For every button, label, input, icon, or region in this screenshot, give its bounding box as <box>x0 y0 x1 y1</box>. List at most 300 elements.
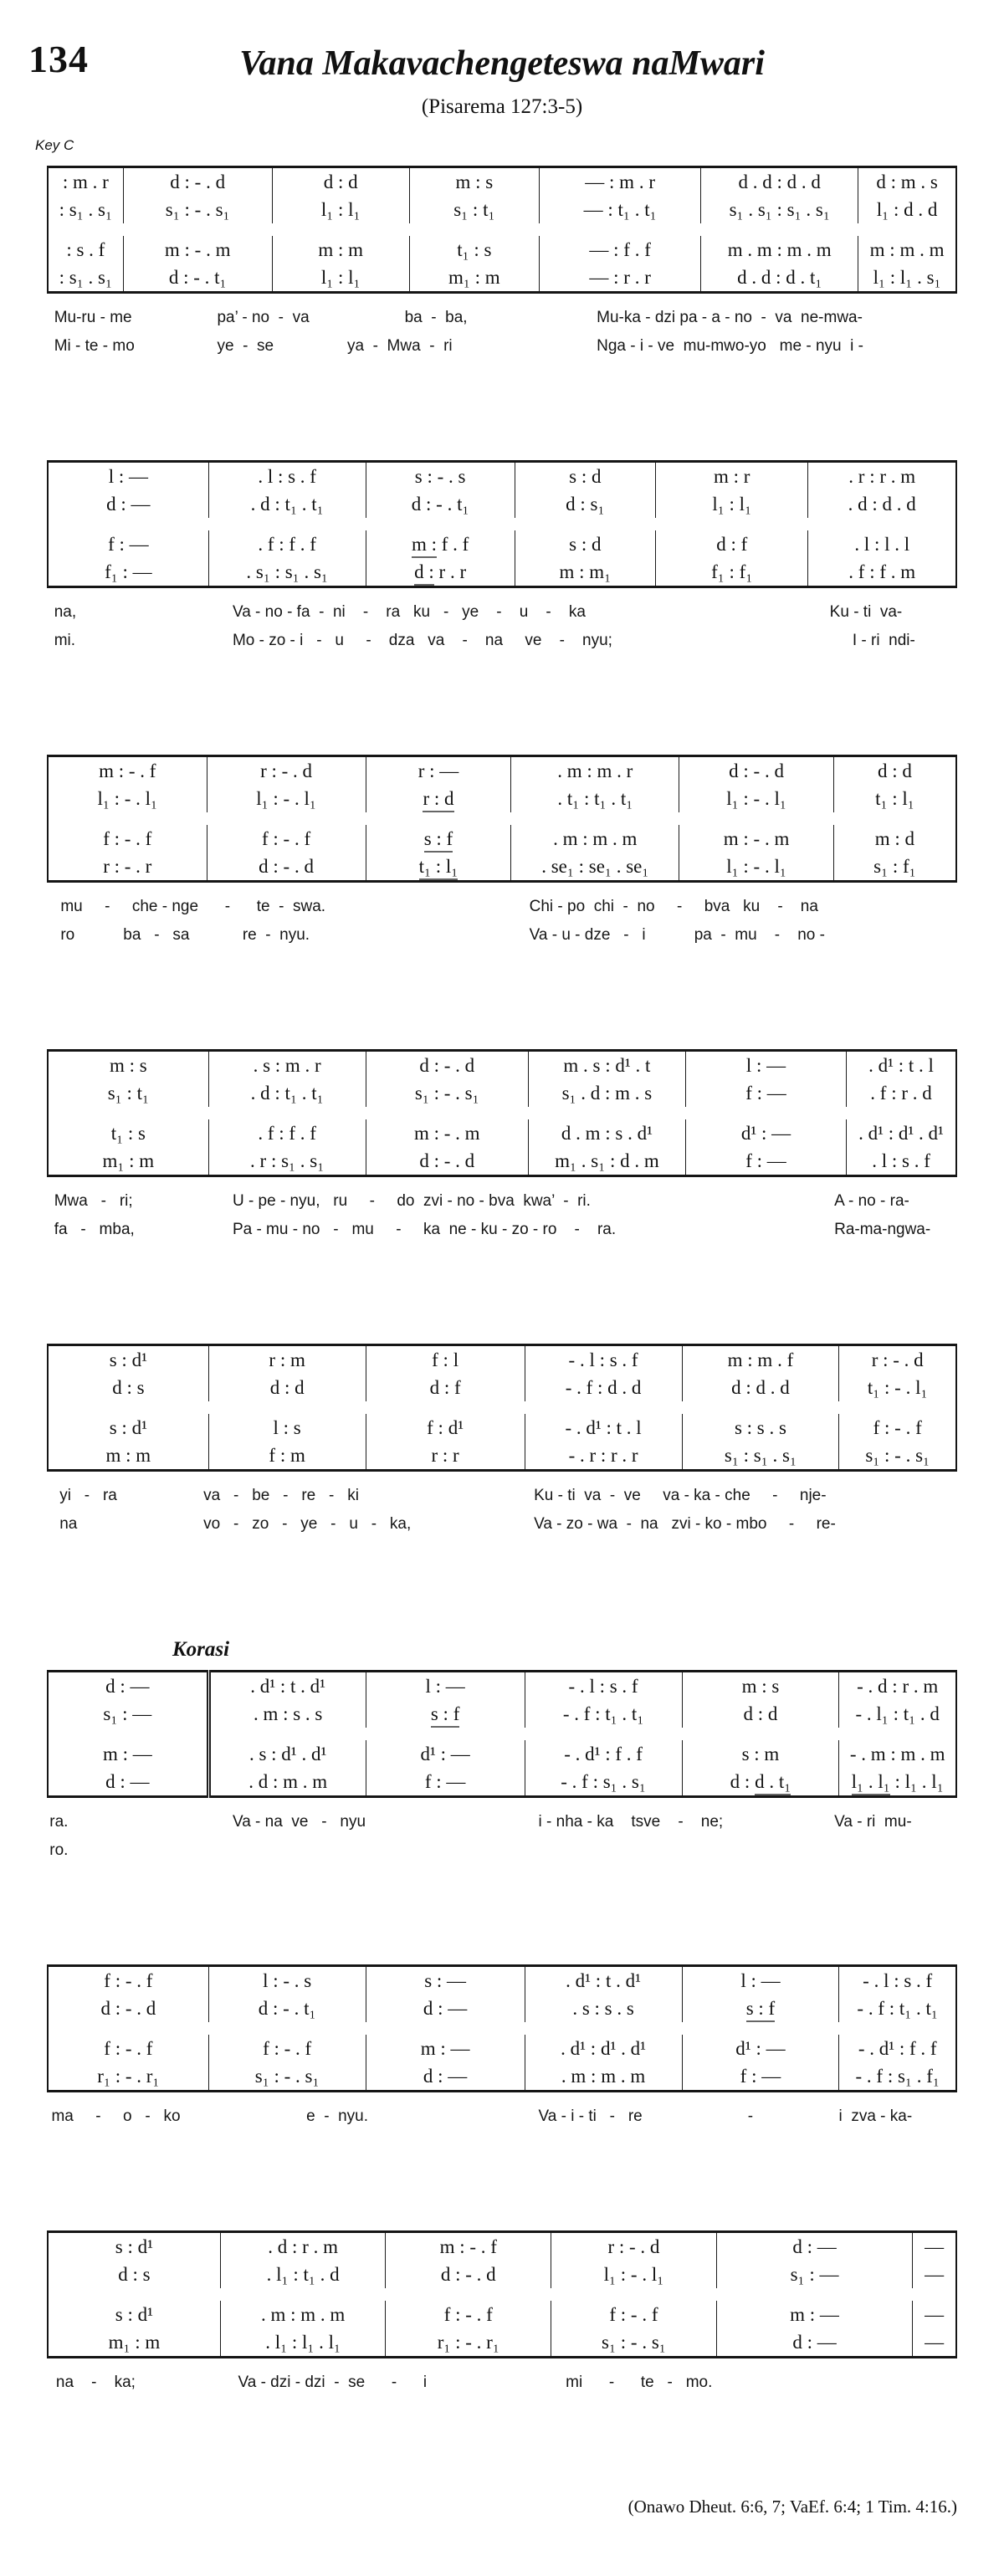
notation-cell: d : d <box>208 1374 366 1401</box>
notation-cell: t₁ : s <box>409 236 539 264</box>
slur-underline: s : f <box>431 1703 460 1728</box>
notation-cell: d : f <box>366 1374 525 1401</box>
notation-cell: d : - . d <box>386 2261 551 2288</box>
lyric-segment: ro ba - sa re - nyu. <box>60 926 310 944</box>
notation-cell: s : s . s <box>682 1414 839 1442</box>
bass-row <box>48 2062 956 2092</box>
notation-cell: - . f : s₁ . f₁ <box>855 2065 940 2087</box>
notation-cell: r : - . d <box>871 1349 924 1370</box>
lyric-line <box>47 1216 957 1245</box>
hymn-number: 134 <box>28 38 89 80</box>
gap-cell <box>833 812 956 825</box>
lyric-line <box>47 1809 957 1837</box>
notation-cell: — <box>925 2303 945 2325</box>
lyric-segment: I - ri ndi- <box>852 632 915 649</box>
lyric-line <box>47 894 957 922</box>
notation-cell: d : — <box>366 2062 525 2092</box>
notation-cell: d : s <box>48 2261 220 2288</box>
gap-cell <box>685 1107 846 1119</box>
notation-cell <box>366 785 511 812</box>
lyric-segment: Mwa - ri; <box>54 1192 133 1210</box>
notation-cell: m : s <box>48 1051 208 1080</box>
voice-gap <box>48 2022 956 2035</box>
notation-cell: f : — <box>685 1079 846 1107</box>
notation-cell: — : f . f <box>540 236 701 264</box>
notation-cell: . f : r . d <box>870 1082 932 1104</box>
bass-row <box>48 2328 956 2358</box>
notation-cell: l₁ : l₁ <box>272 196 409 223</box>
notation-cell: . se₁ : se₁ . se₁ <box>511 853 679 882</box>
notation-cell: m : - . f <box>386 2232 551 2261</box>
gap-cell <box>208 2022 366 2035</box>
notation-cell: m : s <box>682 1672 839 1701</box>
gap-cell <box>701 223 858 236</box>
gap-cell <box>366 812 511 825</box>
lyrics <box>47 1483 957 1539</box>
notation-cell: r : - . d <box>207 756 366 786</box>
system-3 <box>47 755 957 950</box>
notation-cell: . d¹ : t . d¹ <box>208 1672 366 1701</box>
solfa-staff <box>47 2230 957 2358</box>
tenor-row <box>48 1414 956 1442</box>
notation-cell: m : - . m <box>366 1119 528 1147</box>
gap-cell <box>208 1107 366 1119</box>
notation-cell: s₁ : - . s₁ <box>366 1079 528 1107</box>
alto-row <box>48 196 956 223</box>
notation-cell: m : f . f <box>366 530 515 558</box>
notation-cell: d : - . t₁ <box>123 264 272 293</box>
key-signature: Key C <box>35 137 74 153</box>
notation-cell: . m : m . m <box>220 2301 386 2328</box>
notation-cell: s₁ : t₁ <box>48 1079 208 1107</box>
notation-cell: . s : d¹ . d¹ <box>208 1740 366 1768</box>
soprano-row <box>48 1051 956 1080</box>
gap-cell <box>366 518 515 530</box>
gap-cell <box>913 2288 956 2301</box>
notation-systems <box>47 166 957 2398</box>
lyric-segment: Mu-ka - dzi pa - a - no - va ne-mwa- <box>597 309 863 326</box>
notation-cell: s : d¹ <box>48 2232 220 2261</box>
notation-cell: m : d <box>874 827 915 849</box>
solfa-staff <box>47 1049 957 1177</box>
notation-cell: r : - . r <box>48 853 207 882</box>
notation-cell: d : - . d <box>123 167 272 197</box>
notation-cell: — : r . r <box>540 264 701 293</box>
gap-cell <box>716 2288 913 2301</box>
bass-row <box>48 1768 956 1797</box>
lyric-line <box>47 1188 957 1216</box>
gap-cell <box>48 2288 220 2301</box>
notation-cell: d : — <box>48 1768 208 1797</box>
tenor-row <box>48 1119 956 1147</box>
notation-cell: f : - . f <box>208 2035 366 2062</box>
notation-cell: f : — <box>682 2062 839 2092</box>
lyric-segment: va - be - re - ki <box>203 1487 359 1504</box>
gap-cell <box>409 223 539 236</box>
notation-cell: m : m . f <box>682 1345 839 1375</box>
notation-cell: f : - . f <box>48 1966 208 1995</box>
notation-cell: . f : f . m <box>848 561 916 582</box>
lyric-segment: mu - che - nge - te - swa. <box>60 898 326 915</box>
solfa-staff <box>47 460 957 588</box>
alto-row <box>48 1995 956 2022</box>
system-7 <box>47 1964 957 2132</box>
gap-cell <box>808 518 956 530</box>
notation-cell <box>366 853 511 882</box>
notation-cell: - . l : s . f <box>525 1672 682 1701</box>
notation-cell: d : d . t₁ <box>682 1768 839 1797</box>
notation-cell: . l : s . f <box>208 462 366 491</box>
notation-cell: m₁ : m <box>48 2328 220 2358</box>
notation-cell: r : — <box>366 756 511 786</box>
notation-cell: . d : t₁ . t₁ <box>208 490 366 518</box>
gap-cell <box>839 2022 956 2035</box>
notation-cell: d : f <box>656 530 808 558</box>
lyric-segment: fa - mba, <box>54 1221 135 1238</box>
notation-cell: f : — <box>366 1768 525 1797</box>
lyric-line <box>47 1837 957 1866</box>
notation-cell: . d : m . m <box>208 1768 366 1797</box>
system-6 <box>47 1638 957 1866</box>
notation-cell: m₁ : m <box>48 1147 208 1176</box>
tenor-row <box>48 2301 956 2328</box>
notation-cell: m : — <box>716 2301 913 2328</box>
solfa-staff <box>47 1670 957 1798</box>
soprano-row <box>48 756 956 786</box>
gap-cell <box>540 223 701 236</box>
notation-cell: f : l <box>366 1345 525 1375</box>
lyric-segment: Mu-ru - me <box>54 309 132 326</box>
notation-cell: m : — <box>48 1740 208 1768</box>
lyric-segment: Ku - ti va - ve va - ka - che - nje- <box>534 1487 827 1504</box>
notation-cell: d : — <box>48 1672 208 1701</box>
notation-cell: — : m . r <box>540 167 701 197</box>
notation-cell: t₁ : s <box>48 1119 208 1147</box>
notation-cell: - . f : t₁ . t₁ <box>525 1700 682 1728</box>
notation-cell: s₁ : s₁ . s₁ <box>682 1442 839 1471</box>
chorus-label: Korasi <box>172 1638 230 1661</box>
slur-underline: m : <box>412 534 437 558</box>
lyrics <box>47 305 957 361</box>
lyric-line <box>47 599 957 627</box>
slur-underline: l₁ . l₁ <box>852 1771 890 1795</box>
notation-cell: d . d : d . t₁ <box>701 264 858 293</box>
notation-cell: : m . r <box>48 167 123 197</box>
notation-cell: m₁ : m <box>409 264 539 293</box>
notation-cell: m : - . m <box>679 825 834 853</box>
notation-cell: l : - . s <box>208 1966 366 1995</box>
notation-cell: d : - . t₁ <box>366 490 515 518</box>
notation-cell: f : - . f <box>207 825 366 853</box>
lyric-segment: vo - zo - ye - u - ka, <box>203 1515 412 1533</box>
notation-cell: f : - . f <box>48 2035 208 2062</box>
notation-cell: l₁ . l₁ : l₁ . l₁ <box>839 1768 956 1797</box>
notation-cell: . r : s₁ . s₁ <box>208 1147 366 1176</box>
gap-cell <box>525 1401 682 1414</box>
lyric-segment: ma - o - ko <box>51 2107 181 2125</box>
tenor-row <box>48 1740 956 1768</box>
alto-row <box>48 2261 956 2288</box>
lyric-segment: yi - ra <box>59 1487 117 1504</box>
notation-cell: . l : s . f <box>872 1150 930 1171</box>
notation-cell: . d¹ : t . l <box>868 1054 934 1076</box>
lyric-segment: ya - Mwa - ri <box>347 337 453 355</box>
gap-cell <box>48 223 123 236</box>
lyric-segment: Ra-ma-ngwa- <box>834 1221 931 1238</box>
lyrics <box>47 894 957 950</box>
notation-cell: r₁ : - . r₁ <box>386 2328 551 2358</box>
lyrics <box>47 599 957 656</box>
lyric-segment: mi - te - mo. <box>566 2374 713 2391</box>
soprano-row <box>48 167 956 197</box>
notation-cell: f₁ : — <box>48 558 208 587</box>
notation-cell: l : — <box>682 1966 839 1995</box>
notation-cell: s₁ . d : m . s <box>528 1079 685 1107</box>
notation-cell: . m : m . m <box>525 2062 682 2092</box>
notation-cell: s : - . s <box>366 462 515 491</box>
lyric-segment: Pa - mu - no - mu - ka ne - ku - zo - ro - ra. <box>232 1221 617 1238</box>
notation-cell: - . l : s . f <box>863 1969 933 1991</box>
gap-cell <box>515 518 655 530</box>
bass-row <box>48 264 956 293</box>
solfa-staff <box>47 1344 957 1472</box>
lyric-line <box>47 627 957 656</box>
notation-cell: f₁ : f₁ <box>656 558 808 587</box>
notation-cell: s₁ . s₁ : s₁ . s₁ <box>701 196 858 223</box>
gap-cell <box>511 812 679 825</box>
notation-cell: . r : r . m <box>848 465 916 487</box>
notation-cell: l₁ : l₁ <box>272 264 409 293</box>
notation-cell: . m : m . m <box>511 825 679 853</box>
system-4 <box>47 1049 957 1245</box>
notation-cell: . s : m . r <box>208 1051 366 1080</box>
notation-cell: t₁ : - . l₁ <box>867 1376 928 1398</box>
lyric-segment: e - nyu. <box>306 2107 368 2125</box>
lyric-segment: ra. <box>49 1813 69 1831</box>
lyric-line <box>47 2103 957 2132</box>
notation-cell: - . f : s₁ . s₁ <box>525 1768 682 1797</box>
voice-gap <box>48 1107 956 1119</box>
notation-cell: — <box>925 2235 945 2257</box>
notation-cell: — : t₁ . t₁ <box>540 196 701 223</box>
lyric-line <box>47 1483 957 1511</box>
lyric-line <box>47 305 957 333</box>
lyric-line <box>47 333 957 361</box>
notation-cell: : s₁ . s₁ <box>48 264 123 293</box>
alto-row <box>48 1374 956 1401</box>
notation-cell: d : d . d <box>682 1374 839 1401</box>
slur-underline: d . t₁ <box>755 1771 791 1795</box>
gap-cell <box>208 1728 366 1740</box>
tenor-row <box>48 530 956 558</box>
notation-cell: d . m : s . d¹ <box>528 1119 685 1147</box>
gap-cell <box>366 1728 525 1740</box>
tenor-row <box>48 825 956 853</box>
notation-cell: d : d <box>682 1700 839 1728</box>
notation-cell: s₁ : - . s₁ <box>123 196 272 223</box>
lyric-segment: na <box>59 1515 78 1533</box>
lyric-line <box>47 2369 957 2398</box>
alto-row <box>48 490 956 518</box>
notation-cell: r : m <box>208 1345 366 1375</box>
notation-cell: m . s : d¹ . t <box>528 1051 685 1080</box>
slur-underline: s : f <box>424 828 453 853</box>
lyric-segment: Va - dzi - dzi - se - i <box>238 2374 428 2391</box>
notation-cell: d : m . s <box>876 171 938 192</box>
notation-cell: . f : f . f <box>208 1119 366 1147</box>
lyric-segment: Va - ri mu- <box>834 1813 912 1831</box>
notation-cell: r : - . d <box>551 2232 717 2261</box>
gap-cell <box>679 812 834 825</box>
notation-cell: . l₁ : l₁ . l₁ <box>220 2328 386 2358</box>
gap-cell <box>525 1728 682 1740</box>
gap-cell <box>682 1401 839 1414</box>
notation-cell: s : d <box>515 530 655 558</box>
gap-cell <box>272 223 409 236</box>
slur-underline: r : d <box>423 788 453 812</box>
notation-cell: . s : s . s <box>525 1995 682 2022</box>
gap-cell <box>48 518 208 530</box>
notation-cell: . d : r . m <box>220 2232 386 2261</box>
lyric-segment: ye - se <box>217 337 274 355</box>
notation-cell: f : — <box>685 1147 846 1176</box>
gap-cell <box>48 1107 208 1119</box>
notation-cell: — <box>925 2263 945 2285</box>
gap-cell <box>208 1401 366 1414</box>
soprano-row <box>48 1672 956 1701</box>
notation-cell: m : m <box>272 236 409 264</box>
notation-cell: m₁ . s₁ : d . m <box>528 1147 685 1176</box>
soprano-row <box>48 1966 956 1995</box>
voice-gap <box>48 1728 956 1740</box>
notation-cell: m : m <box>48 1442 208 1471</box>
notation-cell: s : m <box>682 1740 839 1768</box>
notation-cell: t₁ : l₁ <box>875 787 914 809</box>
notation-cell: d : - . d <box>207 853 366 882</box>
voice-gap <box>48 2288 956 2301</box>
gap-cell <box>366 1107 528 1119</box>
notation-cell: m : m₁ <box>515 558 655 587</box>
gap-cell <box>48 2022 208 2035</box>
notation-cell: : s₁ . s₁ <box>48 196 123 223</box>
notation-cell: s : d¹ <box>48 2301 220 2328</box>
hymn-header <box>28 37 957 90</box>
notation-cell: . d¹ : t . d¹ <box>525 1966 682 1995</box>
lyric-line <box>47 922 957 950</box>
lyric-segment: Chi - po chi - no - bva ku - na <box>529 898 818 915</box>
gap-cell <box>858 223 956 236</box>
lyric-segment: na, <box>54 603 77 621</box>
notation-cell: d : s <box>48 1374 208 1401</box>
gap-cell <box>366 1401 525 1414</box>
notation-cell: . m : s . s <box>208 1700 366 1728</box>
notation-cell: f : - . f <box>551 2301 717 2328</box>
gap-cell <box>528 1107 685 1119</box>
gap-cell <box>656 518 808 530</box>
notation-cell: r : r <box>366 1442 525 1471</box>
notation-cell: m : m . m <box>869 238 945 260</box>
voice-gap <box>48 1401 956 1414</box>
lyrics <box>47 1809 957 1866</box>
gap-cell <box>839 1728 956 1740</box>
notation-cell: l₁ : - . l₁ <box>679 853 834 882</box>
notation-cell: - . f : d . d <box>525 1374 682 1401</box>
notation-cell: s₁ : t₁ <box>409 196 539 223</box>
notation-cell: d : — <box>716 2232 913 2261</box>
lyric-segment: Va - i - ti - re <box>538 2107 643 2125</box>
hymn-title: Vana Makavachengeteswa naMwari <box>239 44 765 83</box>
notation-cell: d¹ : — <box>685 1119 846 1147</box>
slur-underline: t₁ : l₁ <box>419 856 458 880</box>
notation-cell: l₁ : l₁ <box>656 490 808 518</box>
lyric-segment: ro. <box>49 1841 69 1859</box>
notation-cell: m : s <box>409 167 539 197</box>
voice-gap <box>48 812 956 825</box>
gap-cell <box>551 2288 717 2301</box>
lyrics <box>47 2369 957 2398</box>
notation-cell: - . r : r . r <box>525 1442 682 1471</box>
slur-underline: s : f <box>746 1998 776 2022</box>
notation-cell: d : - . t₁ <box>208 1995 366 2022</box>
notation-cell: d . d : d . d <box>701 167 858 197</box>
tenor-row <box>48 2035 956 2062</box>
alto-row <box>48 1700 956 1728</box>
notation-cell: s : d <box>515 462 655 491</box>
alto-row <box>48 785 956 812</box>
notation-cell: l : — <box>685 1051 846 1080</box>
notation-cell: s₁ : - . s₁ <box>551 2328 717 2358</box>
notation-cell: l : — <box>48 462 208 491</box>
notation-cell: . d¹ : d¹ . d¹ <box>858 1122 944 1144</box>
gap-cell <box>682 1728 839 1740</box>
system-2 <box>47 460 957 656</box>
soprano-row <box>48 462 956 491</box>
gap-cell <box>48 1401 208 1414</box>
notation-cell: s₁ : f₁ <box>873 855 916 877</box>
gap-cell <box>220 2288 386 2301</box>
gap-cell <box>207 812 366 825</box>
notation-cell: l₁ : d . d <box>876 198 938 220</box>
lyric-line <box>47 1511 957 1539</box>
solfa-staff <box>47 755 957 883</box>
lyrics <box>47 1188 957 1245</box>
lyric-segment: A - no - ra- <box>834 1192 909 1210</box>
notation-cell: d : — <box>716 2328 913 2358</box>
notation-cell: — <box>925 2331 945 2353</box>
alto-row <box>48 1079 956 1107</box>
notation-cell: - . d¹ : f . f <box>525 1740 682 1768</box>
notation-cell: - . d¹ : t . l <box>525 1414 682 1442</box>
lyric-segment: Nga - i - ve mu-mwo-yo me - nyu i - <box>597 337 863 355</box>
notation-cell: f : — <box>48 530 208 558</box>
system-5 <box>47 1344 957 1539</box>
notation-cell <box>366 1700 525 1728</box>
lyric-segment: Va - na ve - nyu <box>232 1813 366 1831</box>
notation-cell: s : — <box>366 1966 525 1995</box>
notation-cell: . d : d . d <box>848 493 916 515</box>
notation-cell: l₁ : l₁ . s₁ <box>873 266 941 288</box>
notation-cell: d : d <box>877 760 912 781</box>
notation-cell <box>682 1995 839 2022</box>
notation-cell: . l₁ : t₁ . d <box>220 2261 386 2288</box>
gap-cell <box>847 1107 956 1119</box>
notation-cell: d : — <box>366 1995 525 2022</box>
lyric-segment: - <box>747 2107 754 2125</box>
voice-gap <box>48 223 956 236</box>
solfa-staff <box>47 1964 957 2092</box>
lyric-segment: ba - ba, <box>404 309 468 326</box>
gap-cell <box>839 1401 956 1414</box>
